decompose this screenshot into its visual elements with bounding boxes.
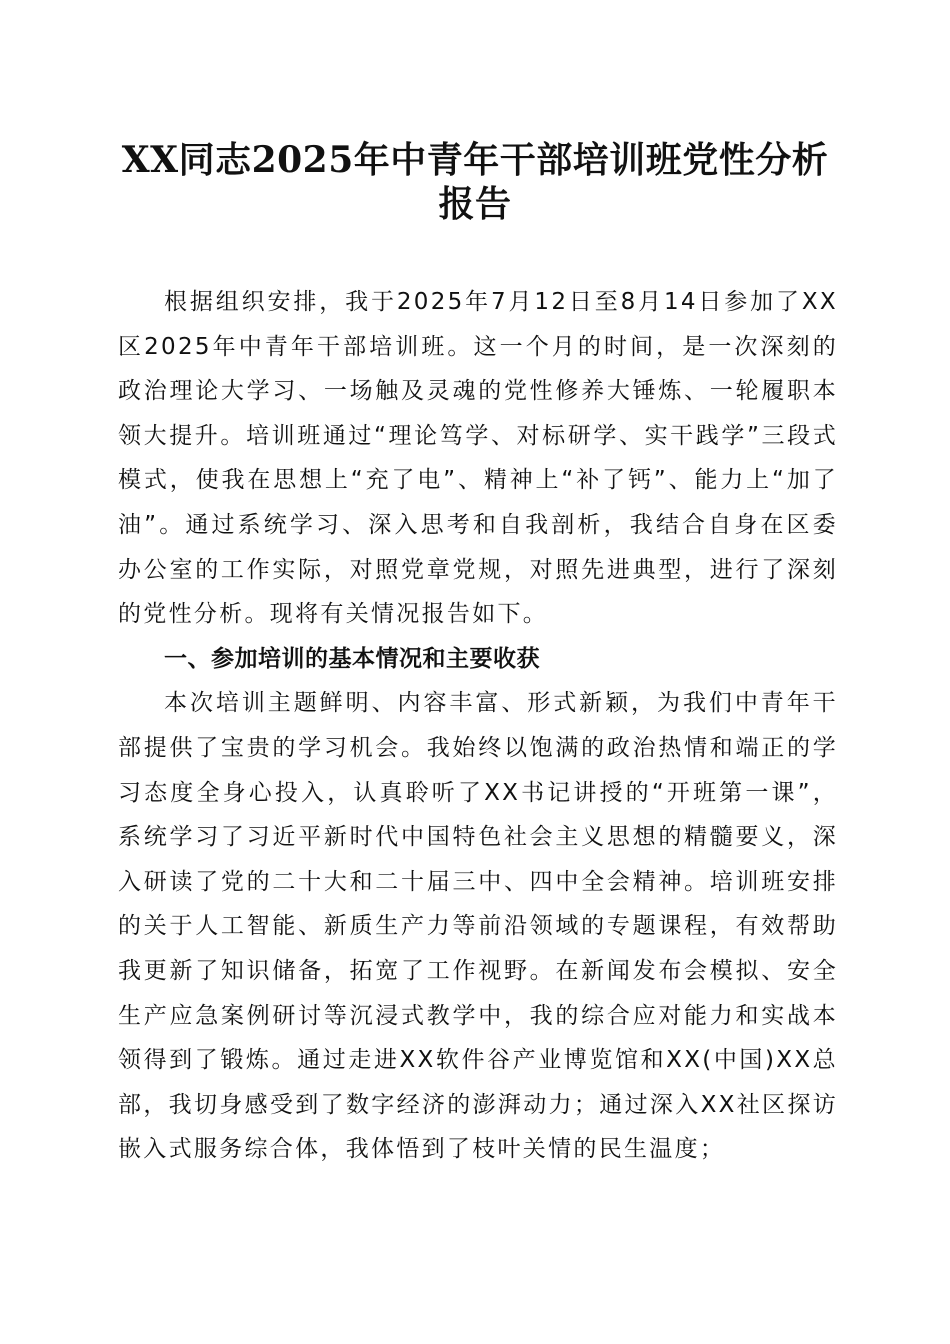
section-heading-1: 一、参加培训的基本情况和主要收获 [164, 645, 540, 672]
document-body [118, 280, 838, 1172]
section-1-paragraph: 本次培训主题鲜明、内容丰富、形式新颖，为我们中青年干部提供了宝贵的学习机会。我始终以饱满的政治热情和端正的学习态度全身心投入，认真聆听了XX书记讲授的“开班第一课”，系统学习了习近平新时代中国特色社会主义思想的精髓要义，深入研读了党的二十大和二十届三中、四中全会精神。培训班安排的关于人工智能、新质生产力等前沿领域的专题课程，有效帮助我更新了知识储备，拓宽了工作视野。在新闻发布会模拟、安全生产应急案例研讨等沉浸式教学中，我的综合应对能力和实战本领得到了锻炼。通过走进XX软件谷产业博览馆和XX(中国)XX总部，我切身感受到了数字经济的澎湃动力；通过深入XX社区探访嵌入式服务综合体，我体悟到了枝叶关情的民生温度； [118, 690, 838, 1163]
intro-paragraph: 根据组织安排，我于2025年7月12日至8月14日参加了XX区2025年中青年干部培训班。这一个月的时间，是一次深刻的政治理论大学习、一场触及灵魂的党性修养大锤炼、一轮履职本领大提升。培训班通过“理论笃学、对标研学、实干践学”三段式模式，使我在思想上“充了电”、精神上“补了钙”、能力上“加了油”。通过系统学习、深入思考和自我剖析，我结合自身在区委办公室的工作实际，对照党章党规，对照先进典型，进行了深刻的党性分析。现将有关情况报告如下。 [118, 289, 838, 628]
document-title: XX同志2025年中青年干部培训班党性分析报告 [121, 139, 829, 225]
